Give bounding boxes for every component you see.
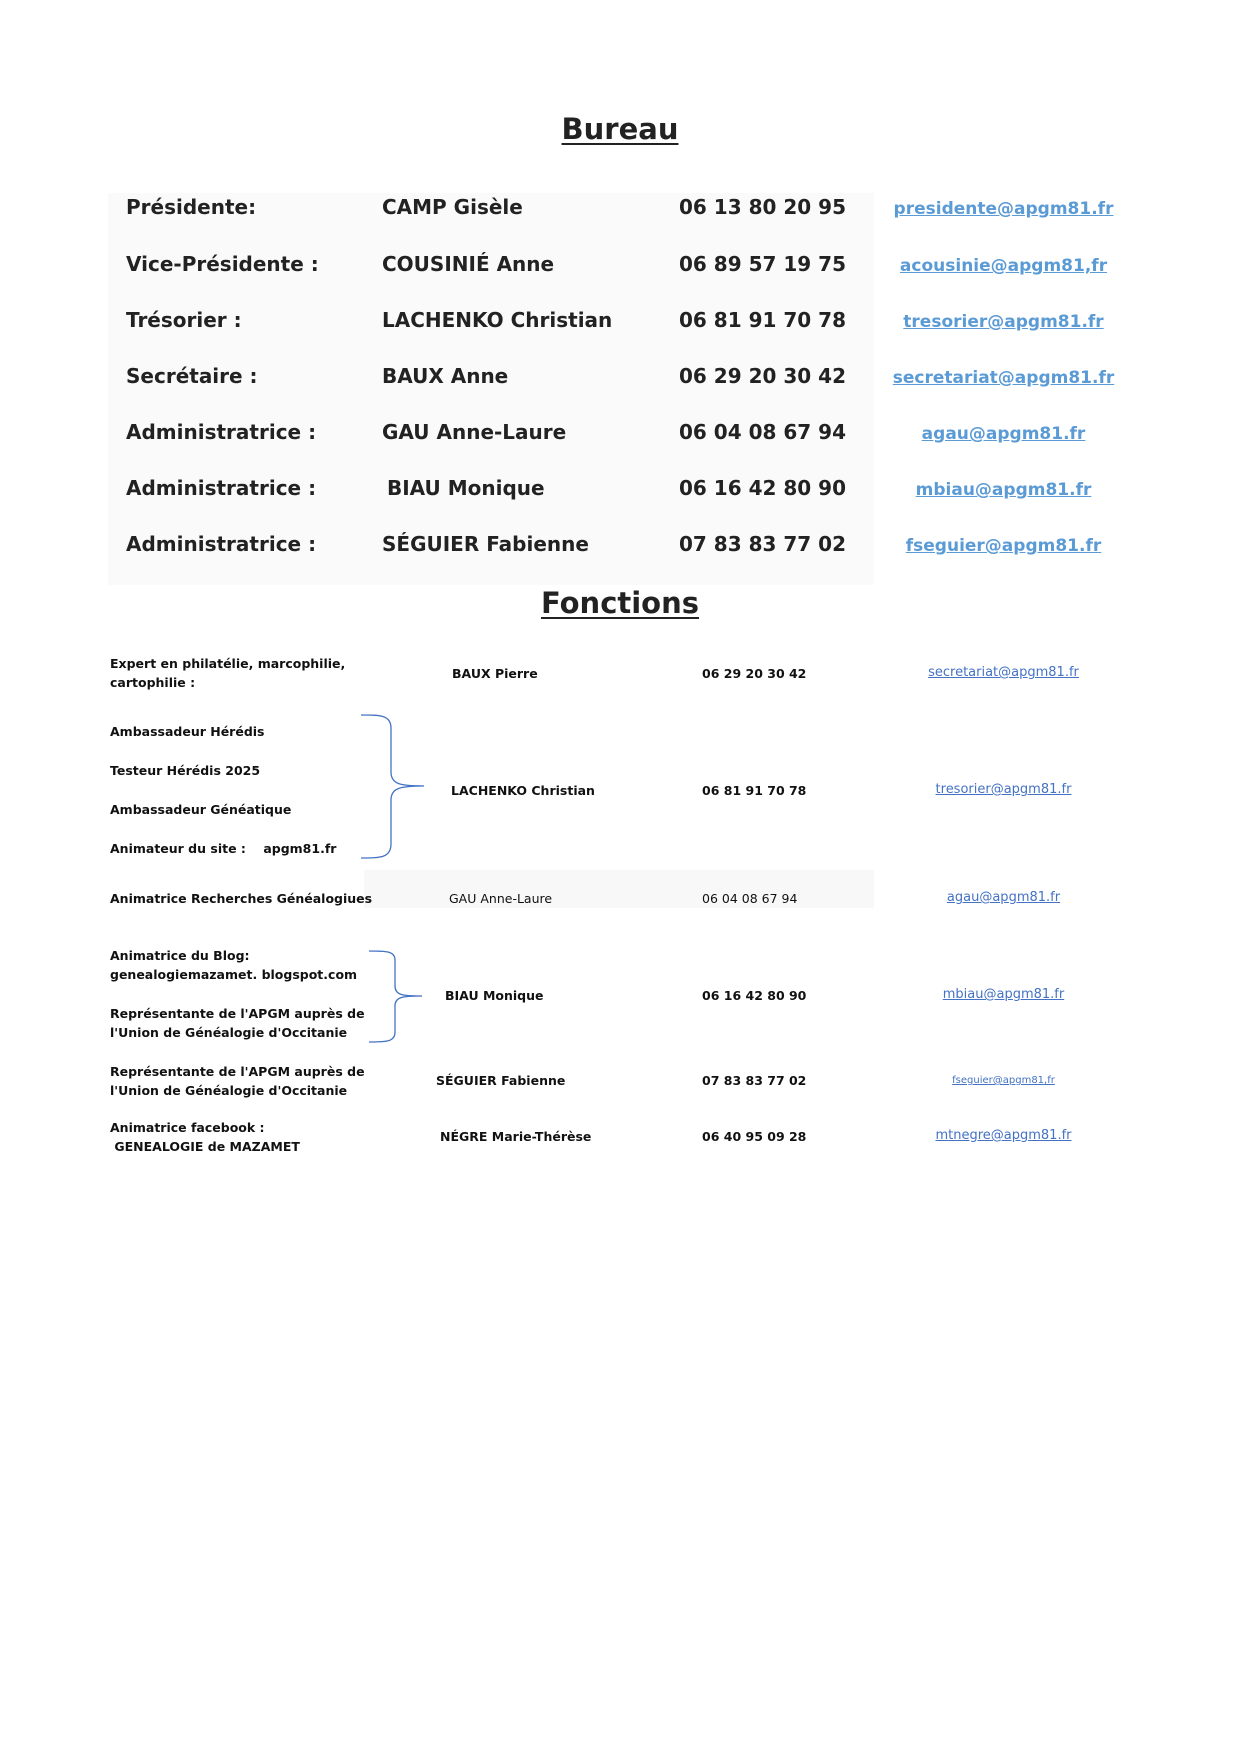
fonction-email-link[interactable]: mtnegre@apgm81.fr: [935, 1128, 1072, 1143]
fonction-phone: 07 83 83 77 02: [702, 1073, 807, 1088]
member-name: BAUX Anne: [382, 364, 509, 388]
fonction-phone: 06 04 08 67 94: [702, 891, 798, 906]
member-email-link[interactable]: presidente@apgm81.fr: [893, 199, 1114, 219]
member-name: CAMP Gisèle: [382, 195, 523, 219]
brace-icon: [360, 714, 426, 860]
member-name: LACHENKO Christian: [382, 308, 613, 332]
member-role: Administratrice :: [126, 420, 317, 444]
fonction-role: GENEALOGIE de MAZAMET: [110, 1139, 300, 1154]
fonction-role: Animatrice facebook :: [110, 1120, 265, 1135]
fonction-name: BIAU Monique: [445, 988, 544, 1003]
fonction-role: l'Union de Généalogie d'Occitanie: [110, 1083, 348, 1098]
fonction-role: Expert en philatélie, marcophilie,: [110, 656, 346, 671]
fonction-email-link[interactable]: fseguier@apgm81,fr: [952, 1075, 1055, 1086]
member-role: Vice-Présidente :: [126, 252, 319, 276]
fonction-email-link[interactable]: mbiau@apgm81.fr: [942, 987, 1065, 1002]
fonction-role: Animateur du site : apgm81.fr: [110, 841, 337, 856]
fonction-name: NÉGRE Marie-Thérèse: [440, 1129, 592, 1144]
fonction-email-link[interactable]: secretariat@apgm81.fr: [928, 665, 1079, 680]
fonction-role: Représentante de l'APGM auprès de: [110, 1006, 365, 1021]
row-shade: [364, 870, 874, 908]
fonction-role: cartophilie :: [110, 675, 196, 690]
member-phone: 07 83 83 77 02: [679, 532, 847, 556]
member-phone: 06 04 08 67 94: [679, 420, 847, 444]
member-name: SÉGUIER Fabienne: [382, 532, 589, 556]
member-phone: 06 16 42 80 90: [679, 476, 847, 500]
member-name: COUSINIÉ Anne: [382, 252, 555, 276]
fonction-phone: 06 40 95 09 28: [702, 1129, 807, 1144]
fonction-name: LACHENKO Christian: [451, 783, 595, 798]
fonctions-title: Fonctions: [540, 586, 700, 620]
member-name: GAU Anne-Laure: [382, 420, 567, 444]
fonction-role: Ambassadeur Généatique: [110, 802, 292, 817]
fonction-role: l'Union de Généalogie d'Occitanie: [110, 1025, 348, 1040]
member-role: Administratrice :: [126, 532, 317, 556]
member-role: Trésorier :: [126, 308, 242, 332]
member-role: Administratrice :: [126, 476, 317, 500]
fonction-name: BAUX Pierre: [452, 666, 538, 681]
brace-icon: [368, 950, 424, 1044]
bureau-title: Bureau: [561, 112, 679, 146]
member-email-link[interactable]: tresorier@apgm81.fr: [903, 312, 1104, 332]
fonction-email-link[interactable]: agau@apgm81.fr: [946, 890, 1061, 905]
member-role: Secrétaire :: [126, 364, 258, 388]
member-email-link[interactable]: fseguier@apgm81.fr: [905, 536, 1102, 556]
member-email-link[interactable]: acousinie@apgm81,fr: [899, 256, 1108, 276]
fonction-email-link[interactable]: tresorier@apgm81.fr: [935, 782, 1072, 797]
fonction-phone: 06 16 42 80 90: [702, 988, 807, 1003]
fonction-role: genealogiemazamet. blogspot.com: [110, 967, 358, 982]
fonction-name: GAU Anne-Laure: [449, 891, 553, 906]
fonction-role: Représentante de l'APGM auprès de: [110, 1064, 365, 1079]
member-email-link[interactable]: agau@apgm81.fr: [921, 424, 1086, 444]
fonction-role: Animatrice du Blog:: [110, 948, 250, 963]
member-email-link[interactable]: secretariat@apgm81.fr: [892, 368, 1115, 388]
member-phone: 06 81 91 70 78: [679, 308, 847, 332]
fonction-phone: 06 81 91 70 78: [702, 783, 807, 798]
member-email-link[interactable]: mbiau@apgm81.fr: [915, 480, 1092, 500]
member-role: Présidente:: [126, 195, 257, 219]
fonction-role: Animatrice Recherches Généalogiues: [110, 891, 373, 906]
member-phone: 06 29 20 30 42: [679, 364, 847, 388]
fonction-role: Ambassadeur Hérédis: [110, 724, 265, 739]
member-phone: 06 13 80 20 95: [679, 195, 847, 219]
fonction-name: SÉGUIER Fabienne: [436, 1073, 566, 1088]
member-phone: 06 89 57 19 75: [679, 252, 847, 276]
member-name: BIAU Monique: [387, 476, 545, 500]
fonction-role: Testeur Hérédis 2025: [110, 763, 261, 778]
fonction-phone: 06 29 20 30 42: [702, 666, 807, 681]
